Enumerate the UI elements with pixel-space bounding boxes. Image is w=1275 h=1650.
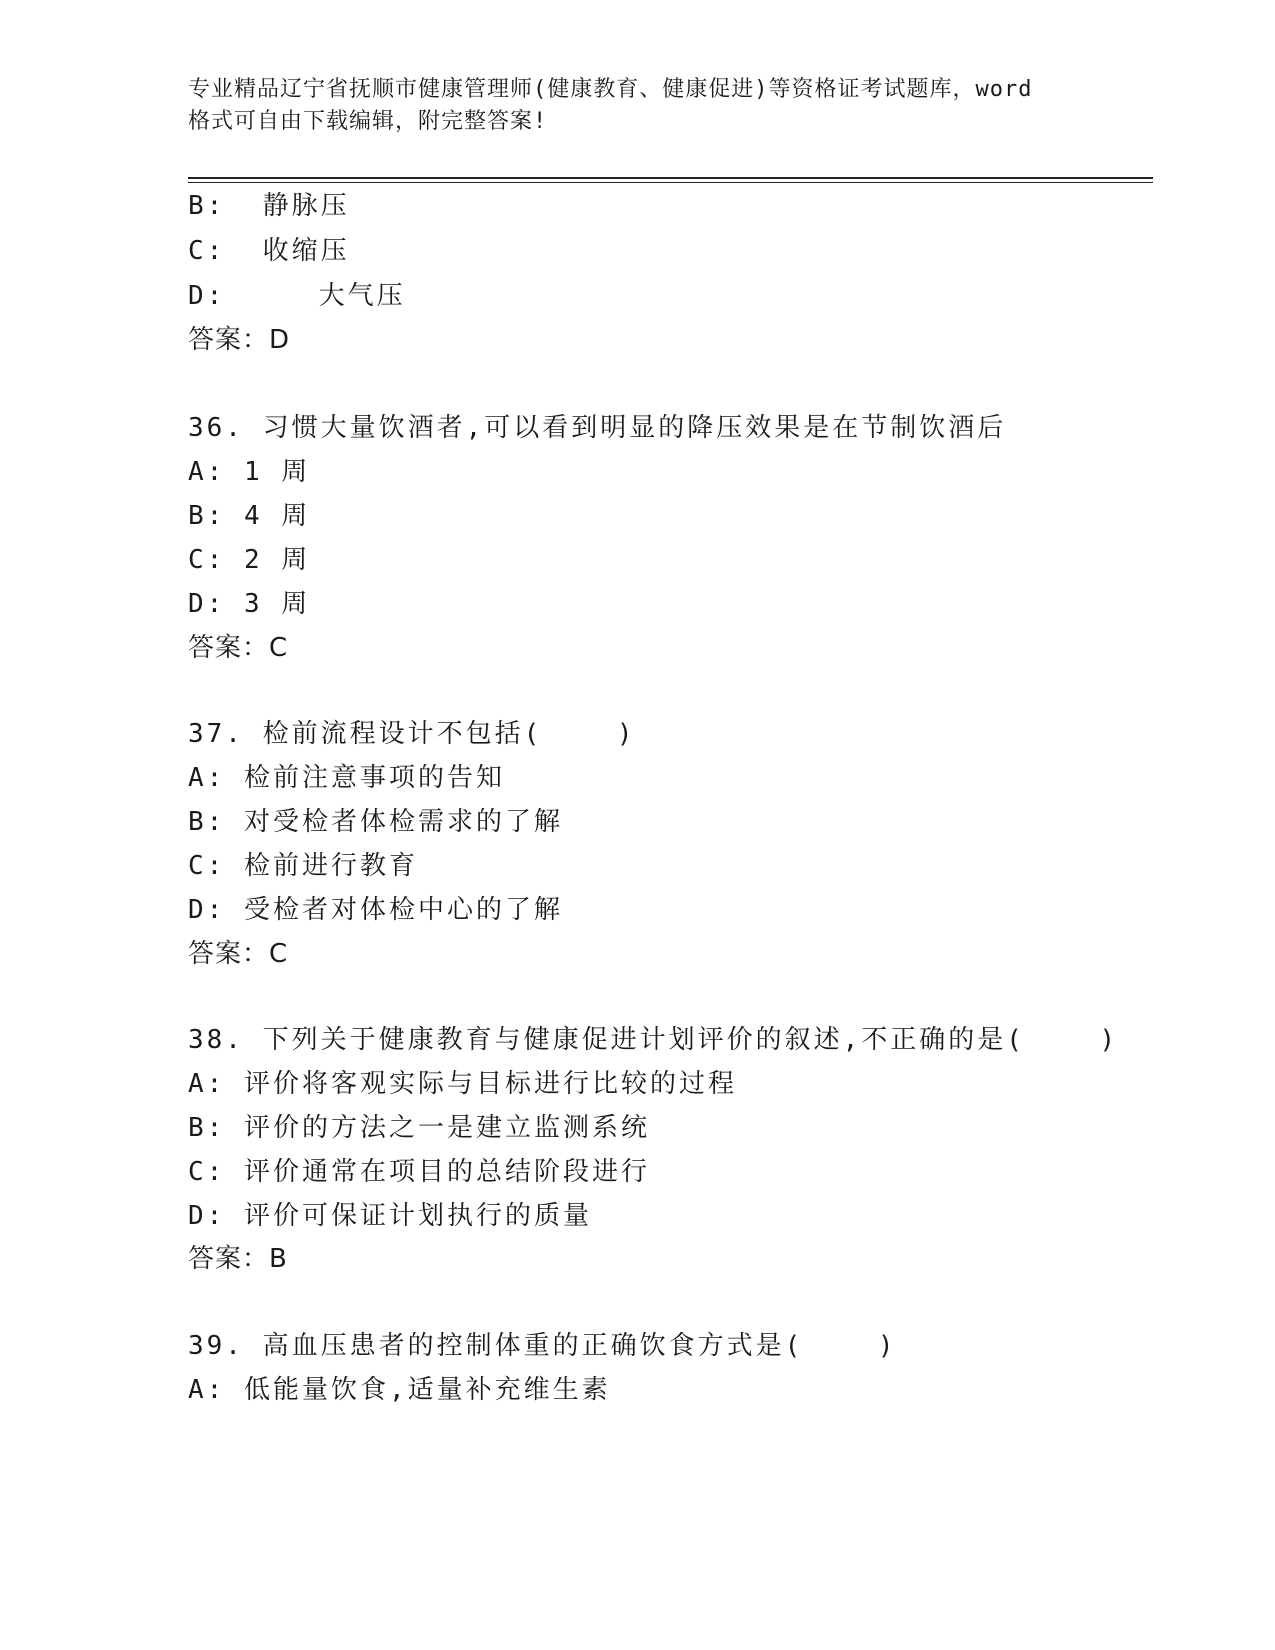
option-c: C: 2 周 (188, 545, 311, 575)
question-text: 36. 习惯大量饮酒者,可以看到明显的降压效果是在节制饮酒后 (188, 413, 1007, 443)
answer: 答案：B (188, 1244, 288, 1274)
option-d: D: 大气压 (188, 281, 406, 311)
option-d: D: 受检者对体检中心的了解 (188, 895, 563, 925)
option-c: C: 收缩压 (188, 236, 350, 266)
option-a: A: 评价将客观实际与目标进行比较的过程 (188, 1069, 737, 1099)
option-d: D: 评价可保证计划执行的质量 (188, 1201, 592, 1231)
option-d: D: 3 周 (188, 589, 311, 619)
header-line-1: 专业精品辽宁省抚顺市健康管理师(健康教育、健康促进)等资格证考试题库，word (188, 77, 1033, 102)
page-header (188, 74, 1088, 138)
option-b: B: 评价的方法之一是建立监测系统 (188, 1113, 650, 1143)
header-line-2: 格式可自由下载编辑，附完整答案! (188, 109, 548, 134)
option-a: A: 检前注意事项的告知 (188, 763, 505, 793)
option-c: C: 检前进行教育 (188, 851, 418, 881)
question-text: 39. 高血压患者的控制体重的正确饮食方式是( ) (188, 1331, 897, 1361)
answer: 答案：D (188, 325, 291, 355)
option-b: B: 静脉压 (188, 191, 350, 221)
answer: 答案：C (188, 939, 289, 969)
option-a: A: 低能量饮食,适量补充维生素 (188, 1375, 611, 1405)
option-b: B: 对受检者体检需求的了解 (188, 807, 563, 837)
option-b: B: 4 周 (188, 501, 311, 531)
question-text: 38. 下列关于健康教育与健康促进计划评价的叙述,不正确的是( ) (188, 1025, 1119, 1055)
header-divider-thick (188, 177, 1153, 179)
question-text: 37. 检前流程设计不包括( ) (188, 719, 636, 749)
answer: 答案：C (188, 633, 289, 663)
option-c: C: 评价通常在项目的总结阶段进行 (188, 1157, 650, 1187)
option-a: A: 1 周 (188, 457, 311, 487)
header-divider-thin (188, 182, 1153, 183)
